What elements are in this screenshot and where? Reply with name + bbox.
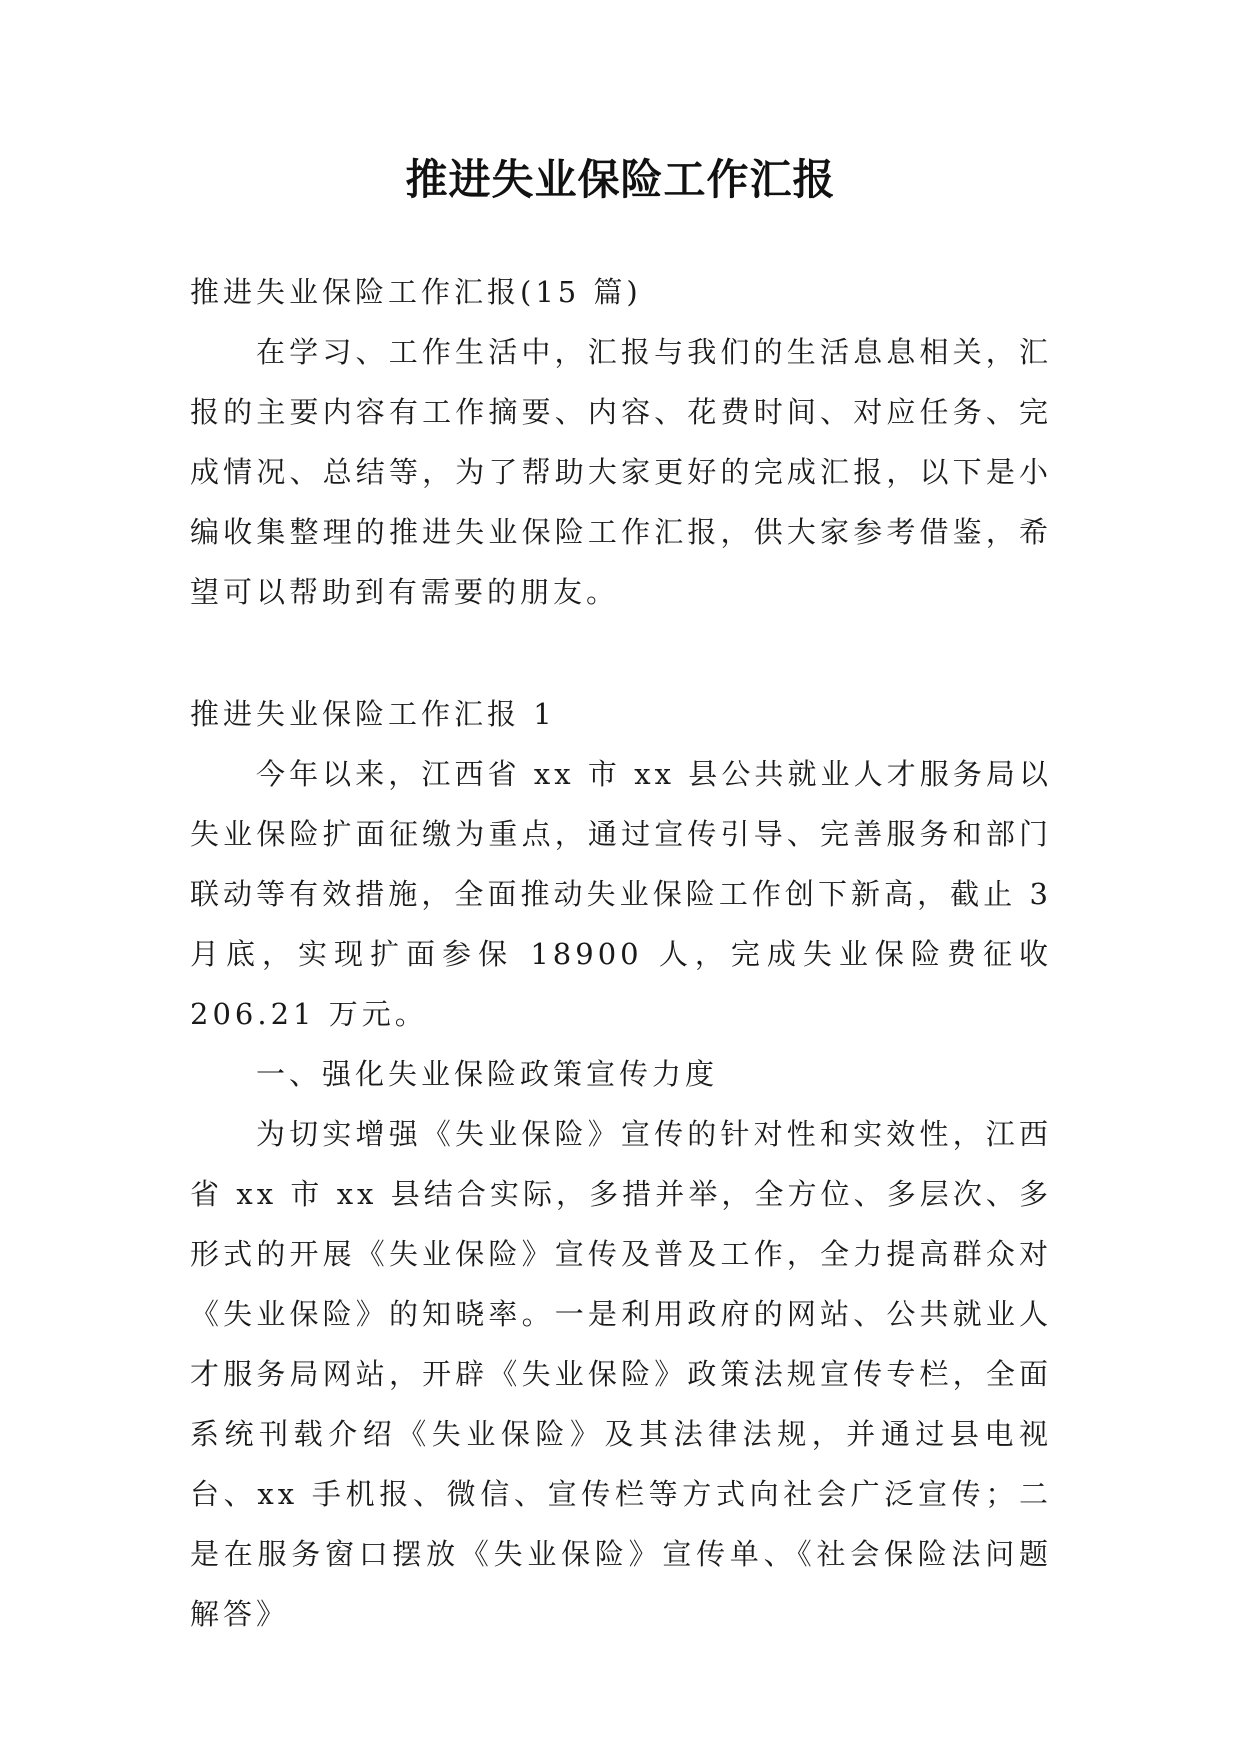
- section-heading: 推进失业保险工作汇报 1: [190, 697, 556, 731]
- subheading: 一、强化失业保险政策宣传力度: [256, 1057, 719, 1091]
- document-body: [190, 262, 1052, 1644]
- intro-paragraph: 在学习、工作生活中，汇报与我们的生活息息相关，汇报的主要内容有工作摘要、内容、花费时间、对应任务、完成情况、总结等，为了帮助大家更好的完成汇报，以下是小编收集整理的推进失业保险工作汇报，供大家参考借鉴，希望可以帮助到有需要的朋友。: [190, 335, 1052, 609]
- paragraph-gap: [190, 622, 1052, 684]
- document-subtitle: 推进失业保险工作汇报(15 篇): [190, 275, 642, 309]
- body-paragraph: 今年以来，江西省 xx 市 xx 县公共就业人才服务局以失业保险扩面征缴为重点，通过宣传引导、完善服务和部门联动等有效措施，全面推动失业保险工作创下新高，截止 3 月底，实现扩面参保 18900 人，完成失业保险费征收 206.21 万元。: [190, 757, 1052, 1031]
- body-paragraph: 为切实增强《失业保险》宣传的针对性和实效性，江西省 xx 市 xx 县结合实际，多措并举，全方位、多层次、多形式的开展《失业保险》宣传及普及工作，全力提高群众对《失业保险》的知晓率。一是利用政府的网站、公共就业人才服务局网站，开辟《失业保险》政策法规宣传专栏，全面系统刊载介绍《失业保险》及其法律法规，并通过县电视台、xx 手机报、微信、宣传栏等方式向社会广泛宣传；二是在服务窗口摆放《失业保险》宣传单、《社会保险法问题解答》: [190, 1117, 1052, 1631]
- document-title: 推进失业保险工作汇报: [405, 155, 836, 204]
